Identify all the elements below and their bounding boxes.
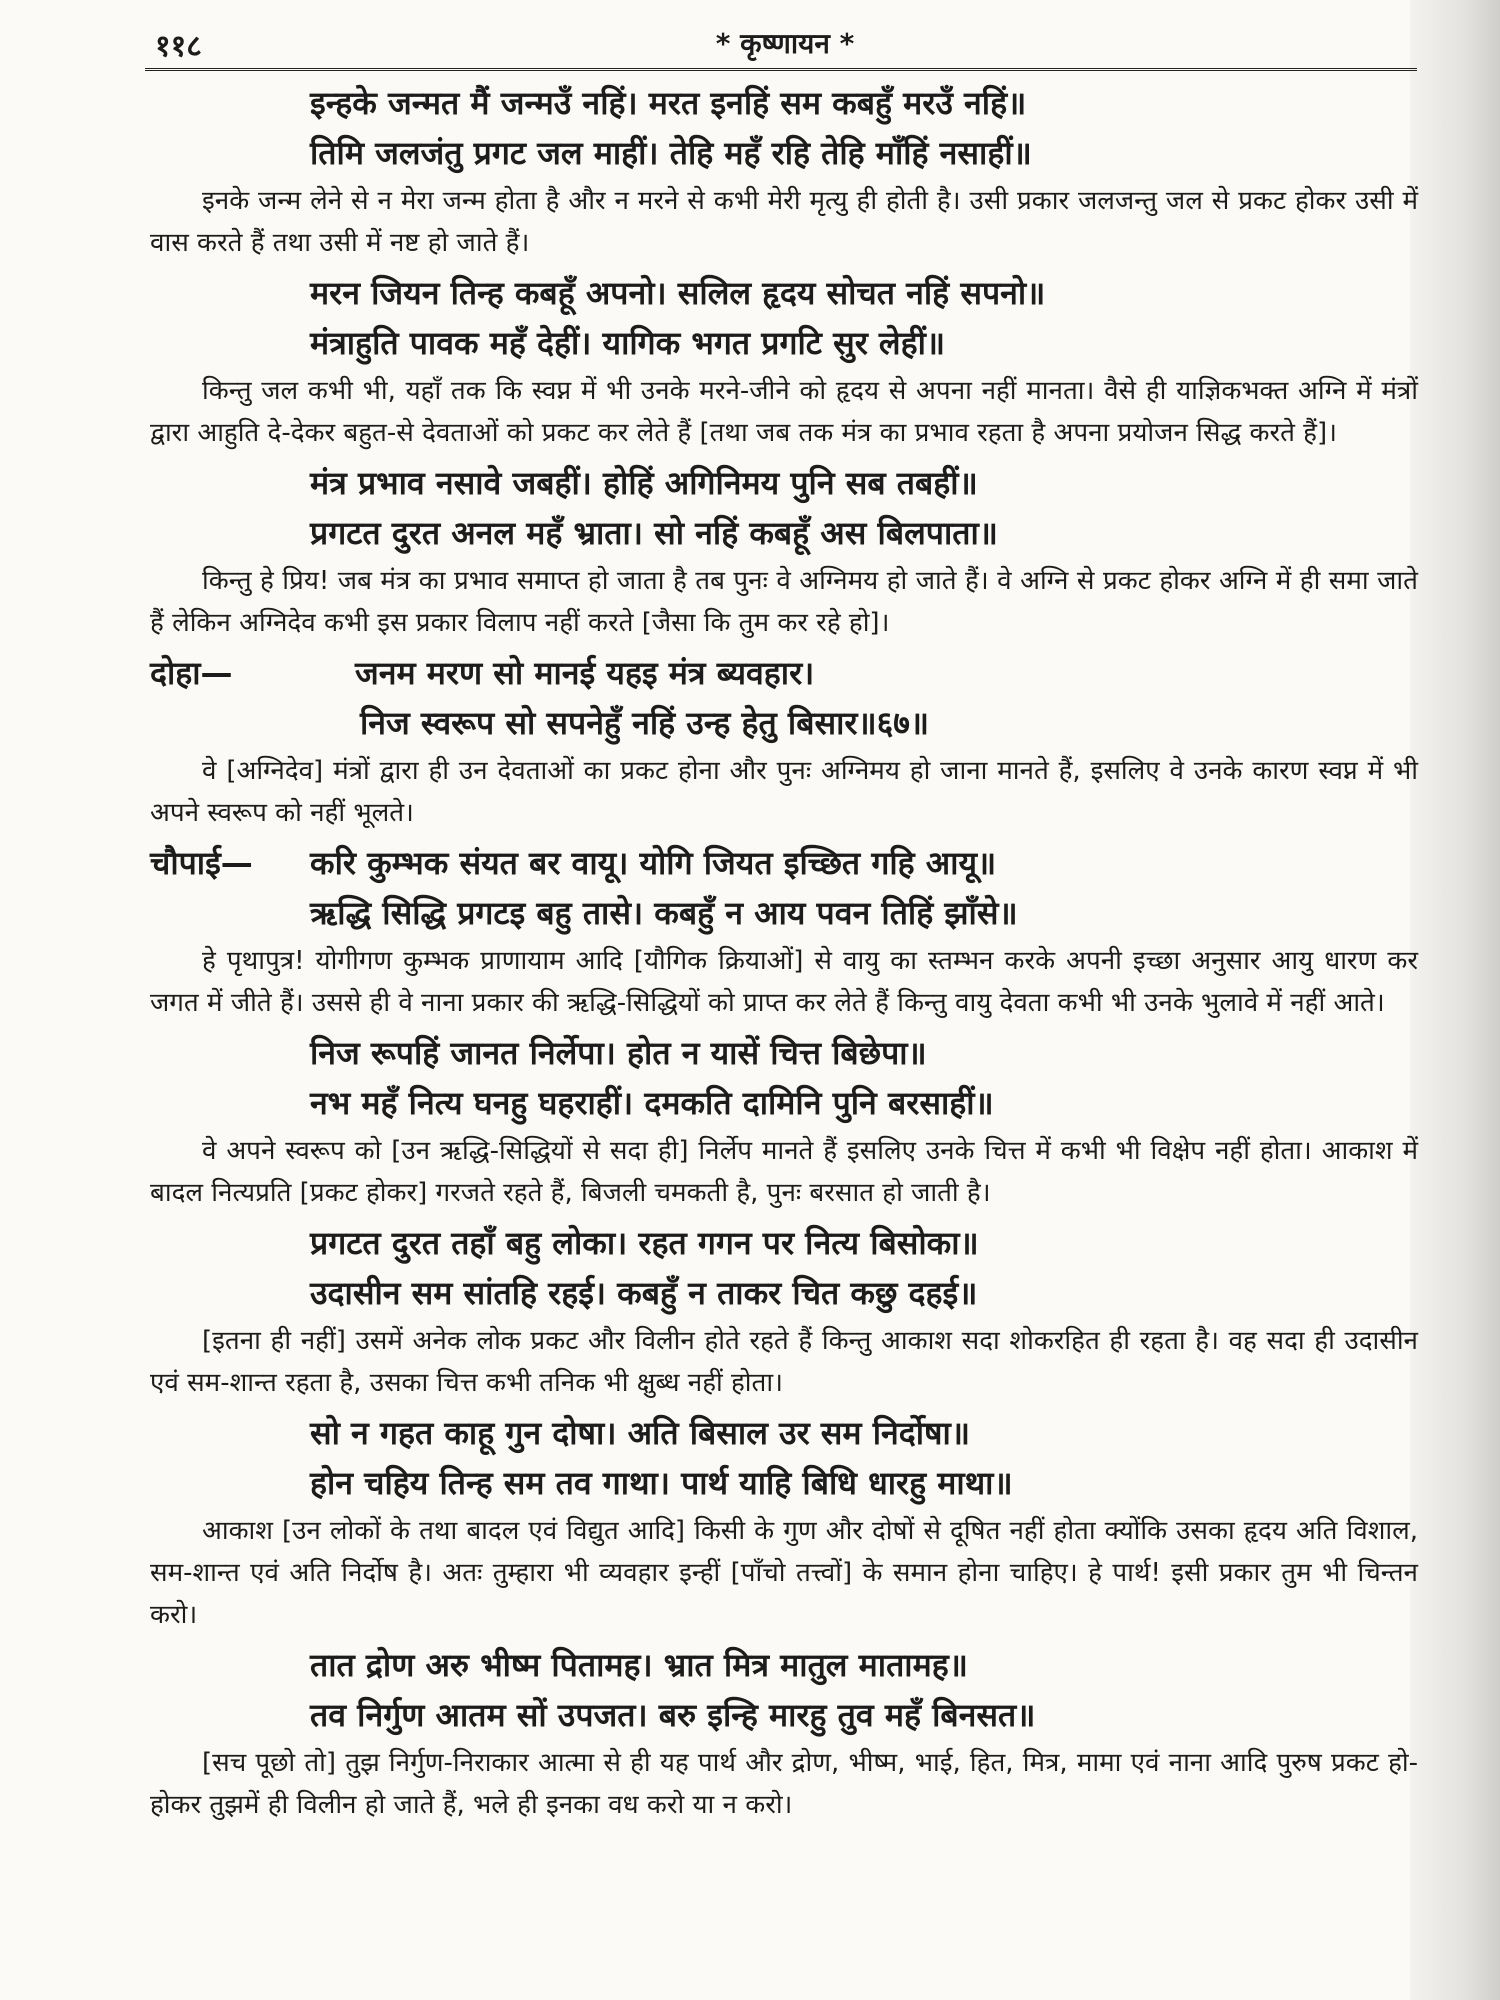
page-number: ११८ [155, 29, 202, 64]
page-content [150, 78, 1418, 1830]
chaupai-line [150, 838, 1418, 888]
commentary-paragraph: वे [अग्निदेव] मंत्रों द्वारा ही उन देवताओं का प्रकट होना और पुनः अग्निमय हो जाना मानते हैं, इसलिए वे उनके कारण स्वप्न में भी अपने स्वरूप को नहीं भूलते। [150, 756, 1418, 828]
commentary-paragraph: हे पृथापुत्र! योगीगण कुम्भक प्राणायाम आदि [यौगिक क्रियाओं] से वायु का स्तम्भन करके अपनी इच्छा अनुसार आयु धारण कर जगत में जीते हैं। उससे ही वे नाना प्रकार की ऋद्धि-सिद्धियों को प्राप्त कर लेते हैं किन्तु वायु देवता कभी भी उनके भुलावे में नहीं आते। [150, 946, 1418, 1018]
verse-line: उदासीन सम सांतहि रहई। कबहुँ न ताकर चित कछु दहई॥ [310, 1274, 978, 1312]
commentary-paragraph: किन्तु हे प्रिय! जब मंत्र का प्रभाव समाप्त हो जाता है तब पुनः वे अग्निमय हो जाते हैं। वे अग्नि से प्रकट होकर अग्नि में ही समा जाते हैं लेकिन अग्निदेव कभी इस प्रकार विलाप नहीं करते [जैसा कि तुम कर रहे हो]। [150, 566, 1418, 638]
doha-label: दोहा— [150, 654, 233, 692]
commentary-paragraph: किन्तु जल कभी भी, यहाँ तक कि स्वप्न में भी उनके मरने-जीने को हृदय से अपना नहीं मानता। वैसे ही याज्ञिकभक्त अग्नि में मंत्रों द्वारा आहुति दे-देकर बहुत-से देवताओं को प्रकट कर लेते हैं [तथा जब तक मंत्र का प्रभाव रहता है अपना प्रयोजन सिद्ध करते हैं]। [150, 376, 1418, 448]
commentary-paragraph: इनके जन्म लेने से न मेरा जन्म होता है और न मरने से कभी मेरी मृत्यु ही होती है। उसी प्रकार जलजन्तु जल से प्रकट होकर उसी में वास करते हैं तथा उसी में नष्ट हो जाते हैं। [150, 186, 1418, 258]
verse-line: निज स्वरूप सो सपनेहुँ नहिं उन्ह हेतु बिसार॥६७॥ [360, 704, 930, 742]
commentary-paragraph: वे अपने स्वरूप को [उन ऋद्धि-सिद्धियों से सदा ही] निर्लेप मानते हैं इसलिए उनके चित्त में कभी भी विक्षेप नहीं होता। आकाश में बादल नित्यप्रति [प्रकट होकर] गरजते रहते हैं, बिजली चमकती है, पुनः बरसात हो जाती है। [150, 1136, 1418, 1208]
commentary-paragraph: [सच पूछो तो] तुझ निर्गुण-निराकार आत्मा से ही यह पार्थ और द्रोण, भीष्म, भाई, हित, मित्र, मामा एवं नाना आदि पुरुष प्रकट हो-होकर तुझमें ही विलीन हो जाते हैं, भले ही इनका वध करो या न करो। [150, 1748, 1418, 1820]
running-title: * कृष्णायन * [715, 27, 855, 60]
doha-line [150, 648, 1418, 698]
verse-line: प्रगटत दुरत अनल महँ भ्राता। सो नहिं कबहूँ अस बिलपाता॥ [310, 514, 998, 552]
verse-line: तव निर्गुण आतम सों उपजत। बरु इन्हि मारहु तुव महँ बिनसत॥ [310, 1696, 1036, 1734]
verse-line: निज रूपहिं जानत निर्लेपा। होत न यासें चित्त बिछेपा॥ [310, 1034, 927, 1072]
verse-line: मरन जियन तिन्ह कबहूँ अपनो। सलिल हृदय सोचत नहिं सपनो॥ [310, 274, 1046, 312]
verse-line: मंत्र प्रभाव नसावे जबहीं। होहिं अगिनिमय पुनि सब तबहीं॥ [310, 464, 978, 502]
page-edge-shadow [1410, 0, 1500, 2000]
commentary-paragraph: आकाश [उन लोकों के तथा बादल एवं विद्युत आदि] किसी के गुण और दोषों से दूषित नहीं होता क्योंकि उसका हृदय अति विशाल, सम-शान्त एवं अति निर्दोष है। अतः तुम्हारा भी व्यवहार इन्हीं [पाँचो तत्त्वों] के समान होना चाहिए। हे पार्थ! इसी प्रकार तुम भी चिन्तन करो। [150, 1516, 1418, 1630]
verse-line: तात द्रोण अरु भीष्म पितामह। भ्रात मित्र मातुल मातामह॥ [310, 1646, 968, 1684]
commentary-paragraph: [इतना ही नहीं] उसमें अनेक लोक प्रकट और विलीन होते रहते हैं किन्तु आकाश सदा शोकरहित ही रहता है। वह सदा ही उदासीन एवं सम-शान्त रहता है, उसका चित्त कभी तनिक भी क्षुब्ध नहीं होता। [150, 1326, 1418, 1398]
verse-line: तिमि जलजंतु प्रगट जल माहीं। तेहि महँ रहि तेहि माँहिं नसाहीं॥ [310, 134, 1032, 172]
chaupai-label: चौपाई— [150, 844, 253, 882]
verse-line: होन चहिय तिन्ह सम तव गाथा। पार्थ याहि बिधि धारहु माथा॥ [310, 1464, 1013, 1502]
verse-line: ऋद्धि सिद्धि प्रगटइ बहु तासे। कबहुँ न आय पवन तिहिं झाँसे॥ [310, 894, 1018, 932]
verse-line: नभ महँ नित्य घनहु घहराहीं। दमकति दामिनि पुनि बरसाहीं॥ [310, 1084, 994, 1122]
verse-line: सो न गहत काहू गुन दोषा। अति बिसाल उर सम निर्दोषा॥ [310, 1414, 970, 1452]
page-header [155, 24, 1415, 70]
verse-line: प्रगटत दुरत तहाँ बहु लोका। रहत गगन पर नित्य बिसोका॥ [310, 1224, 979, 1262]
verse-text: जनम मरण सो मानई यहइ मंत्र ब्यवहार। [355, 654, 815, 692]
verse-line: इन्हके जन्मत मैं जन्मउँ नहिं। मरत इनहिं सम कबहुँ मरउँ नहिं॥ [310, 84, 1027, 122]
header-rule [145, 68, 1417, 71]
verse-text: करि कुम्भक संयत बर वायू। योगि जियत इच्छित गहि आयू॥ [310, 844, 997, 882]
verse-line: मंत्राहुति पावक महँ देहीं। यागिक भगत प्रगटि सुर लेहीं॥ [310, 324, 946, 362]
